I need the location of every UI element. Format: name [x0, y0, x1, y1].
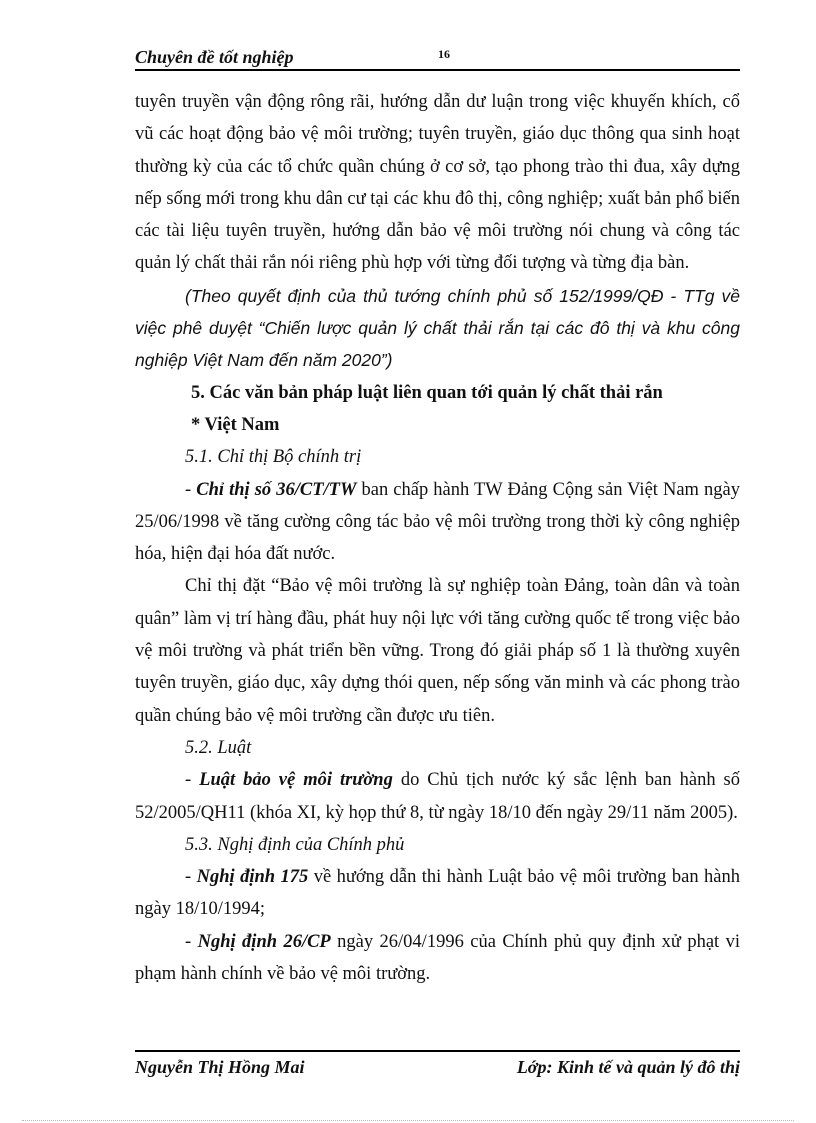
list-dash: - [185, 479, 197, 500]
paragraph-environment-law [135, 764, 740, 829]
page-header [135, 43, 740, 71]
subsection-5-1: 5.1. Chỉ thị Bộ chính trị [185, 447, 362, 468]
document-body [135, 86, 740, 990]
author-name: Nguyễn Thị Hồng Mai [135, 1057, 305, 1077]
decree-26-description: ngày 26/04/1996 của Chính phủ quy định xử phạt vi phạm hành chính về bảo vệ môi trường. [135, 931, 740, 985]
class-info: Lớp: Kinh tế và quản lý đô thị [516, 1057, 740, 1077]
subsection-5-3: 5.3. Nghị định của Chính phủ [185, 834, 405, 855]
paragraph-decree-175 [135, 861, 740, 926]
decree-26-name: Nghị định 26/CP [197, 931, 331, 952]
page-edge-divider [22, 1120, 794, 1121]
page-footer [135, 1050, 740, 1082]
law-name: Luật bảo vệ môi trường [199, 770, 393, 791]
document-title: Chuyên đề tốt nghiệp [135, 47, 294, 67]
directive-description: ban chấp hành TW Đảng Cộng sản Việt Nam ngày 25/06/1998 về tăng cường công tác bảo vệ môi trường trong thời kỳ công nghiệp hóa, hiện đại hóa đất nước. [135, 479, 740, 565]
directive-name: Chỉ thị số 36/CT/TW [196, 479, 357, 500]
page-number: 16 [438, 47, 450, 61]
section-heading-vietnam: * Việt Nam [191, 414, 280, 435]
list-dash: - [185, 931, 198, 952]
paragraph-decree-26 [135, 926, 740, 991]
citation-quote: (Theo quyết định của thủ tướng chính phủ số 152/1999/QĐ - TTg về việc phê duyệt “Chiến lược quản lý chất thải rắn tại các đô thị và khu công nghiệp Việt Nam đến năm 2020”) [135, 285, 740, 371]
list-dash: - [185, 867, 197, 888]
decree-175-name: Nghị định 175 [196, 867, 309, 888]
law-description: do Chủ tịch nước ký sắc lệnh ban hành số 52/2005/QH11 (khóa XI, kỳ họp thứ 8, từ ngày 18/10 đến ngày 29/11 năm 2005). [135, 770, 740, 823]
paragraph-propaganda: tuyên truyền vận động rông rãi, hướng dẫn dư luận trong việc khuyến khích, cổ vũ các hoạt động bảo vệ môi trường; tuyên truyền, giáo dục thông qua sinh hoạt thường kỳ của các tổ chức quần chúng ở cơ sở, tạo phong trào thi đua, xây dựng nếp sống mới trong khu dân cư tại các khu đô thị, công nghiệp; xuất bản phổ biến các tài liệu tuyên truyền, hướng dẫn bảo vệ môi trường nói chung và công tác quản lý chất thải rắn nói riêng phù hợp với từng đối tượng và từng địa bàn. [135, 92, 740, 274]
paragraph-directive-36 [135, 474, 740, 571]
decree-175-description: về hướng dẫn thi hành Luật bảo vệ môi trường ban hành ngày 18/10/1994; [135, 867, 740, 920]
subsection-5-2: 5.2. Luật [185, 737, 252, 758]
paragraph-directive-content: Chỉ thị đặt “Bảo vệ môi trường là sự nghiệp toàn Đảng, toàn dân và toàn quân” làm vị trí hàng đầu, phát huy nội lực với tăng cường quốc tế trong việc bảo vệ môi trường và phát triển bền vững. Trong đó giải pháp số 1 là thường xuyên tuyên truyền, giáo dục, xây dựng thói quen, nếp sống văn minh và các phong trào quần chúng bảo vệ môi trường cần được ưu tiên. [135, 576, 740, 726]
list-dash: - [185, 770, 200, 791]
section-heading-5: 5. Các văn bản pháp luật liên quan tới quản lý chất thải rắn [191, 382, 663, 403]
